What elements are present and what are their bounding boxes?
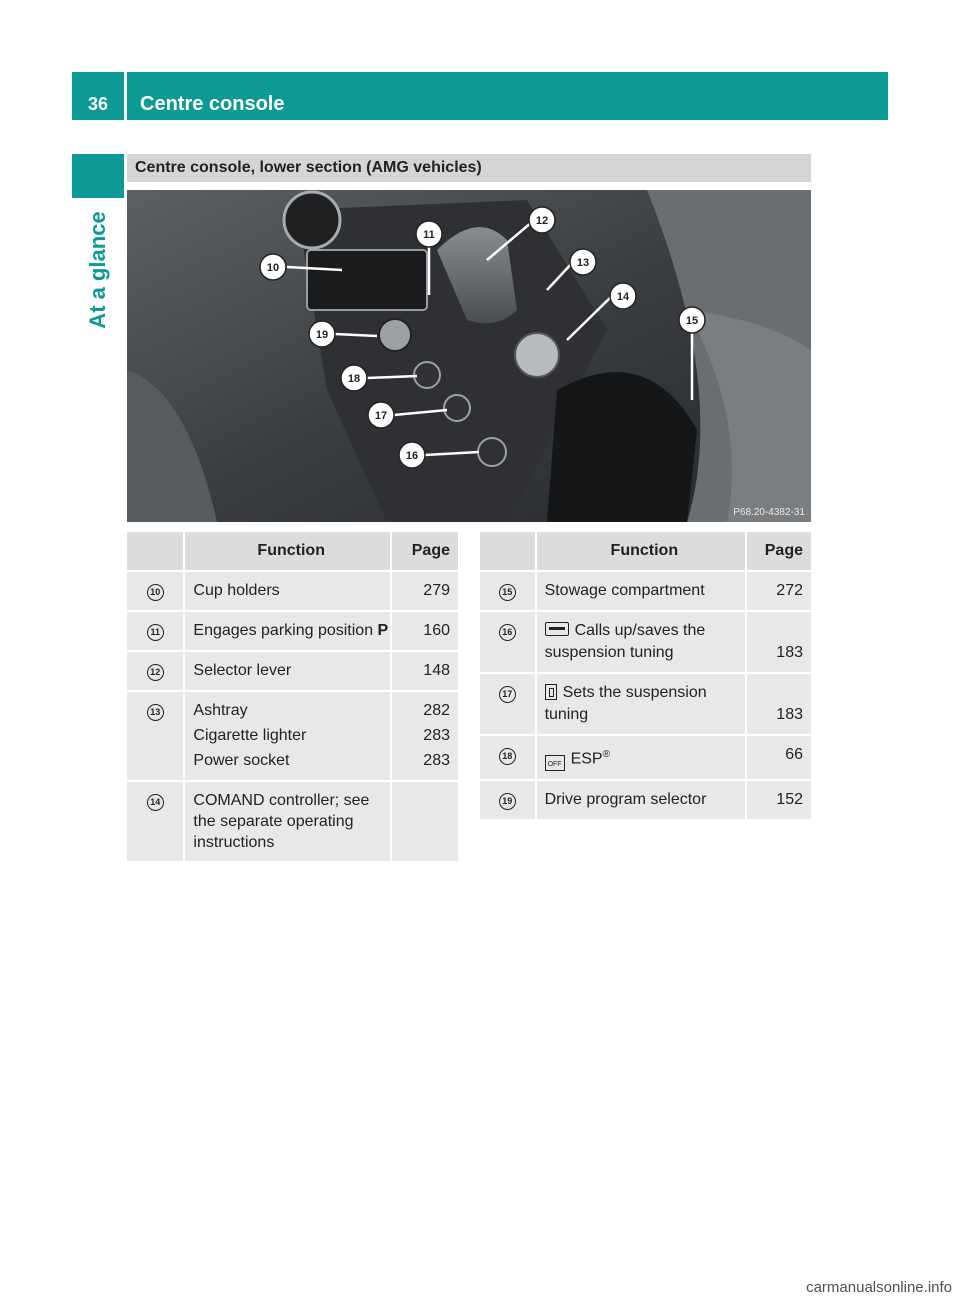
callout-12 xyxy=(529,207,555,233)
function-text: Selector lever xyxy=(185,652,392,692)
page-ref: 282 283 283 xyxy=(392,692,458,782)
callout-11 xyxy=(416,221,442,247)
function-text: Calls up/saves the suspension tuning xyxy=(537,612,748,674)
function-table-right xyxy=(480,532,811,821)
item-number: 17 xyxy=(499,686,516,703)
function-text: Ashtray Cigarette lighter Power socket xyxy=(185,692,392,782)
page-ref xyxy=(392,782,458,863)
item-number: 13 xyxy=(147,704,164,721)
parking-position-letter: P xyxy=(377,622,389,639)
function-text: Sets the suspension tuning xyxy=(537,674,748,736)
callout-19 xyxy=(309,321,335,347)
table-row xyxy=(480,612,811,674)
suspension-icon xyxy=(545,684,557,700)
table-row xyxy=(480,736,811,781)
page-ref: 272 xyxy=(747,572,811,612)
table-row xyxy=(127,572,458,612)
header-divider xyxy=(124,72,127,120)
page-ref: 183 xyxy=(747,612,811,674)
function-text: Drive program selector xyxy=(537,781,748,821)
page-ref: 183 xyxy=(747,674,811,736)
table-row xyxy=(127,652,458,692)
col-function: Function xyxy=(185,532,392,572)
item-number: 18 xyxy=(499,748,516,765)
col-number xyxy=(127,532,185,572)
col-number xyxy=(480,532,537,572)
callout-10 xyxy=(260,254,286,280)
item-number: 12 xyxy=(147,664,164,681)
photo-reference: P68.20-4382-31 xyxy=(733,507,805,518)
callout-14 xyxy=(610,283,636,309)
page-ref: 152 xyxy=(747,781,811,821)
callout-13 xyxy=(570,249,596,275)
function-text: COMAND controller; see the separate operating instructions xyxy=(185,782,392,863)
svg-text:19: 19 xyxy=(315,329,329,341)
item-number: 10 xyxy=(147,584,164,601)
table-header xyxy=(127,532,458,572)
side-section-label: At a glance xyxy=(85,211,110,329)
svg-text:17: 17 xyxy=(374,410,388,422)
table-row xyxy=(480,572,811,612)
page-ref: 279 xyxy=(392,572,458,612)
callout-16 xyxy=(399,442,425,468)
callout-18 xyxy=(341,365,367,391)
callout-15 xyxy=(679,307,705,333)
svg-text:18: 18 xyxy=(347,373,361,385)
callout-17 xyxy=(368,402,394,428)
col-function: Function xyxy=(537,532,748,572)
page-ref: 148 xyxy=(392,652,458,692)
side-tab-marker xyxy=(72,154,124,198)
item-number: 16 xyxy=(499,624,516,641)
item-number: 15 xyxy=(499,584,516,601)
col-page: Page xyxy=(392,532,458,572)
col-page: Page xyxy=(747,532,811,572)
svg-text:12: 12 xyxy=(535,215,549,227)
section-heading: Centre console, lower section (AMG vehicles) xyxy=(127,154,811,182)
table-row xyxy=(127,782,458,863)
table-header xyxy=(480,532,811,572)
svg-text:11: 11 xyxy=(423,229,435,241)
page-ref: 160 xyxy=(392,612,458,652)
item-number: 14 xyxy=(147,794,164,811)
table-row xyxy=(480,674,811,736)
function-text: OFF ESP® xyxy=(537,736,748,781)
function-table-left xyxy=(127,532,458,863)
table-row xyxy=(480,781,811,821)
amg-icon xyxy=(545,622,569,636)
function-text: Engages parking position P xyxy=(185,612,392,652)
page-title: Centre console xyxy=(140,93,285,115)
page-number: 36 xyxy=(88,94,109,114)
svg-text:15: 15 xyxy=(685,315,699,327)
watermark: carmanualsonline.info xyxy=(806,1279,952,1296)
svg-text:14: 14 xyxy=(616,291,630,303)
function-text: Stowage compartment xyxy=(537,572,748,612)
function-text: Cup holders xyxy=(185,572,392,612)
item-number: 11 xyxy=(147,624,164,641)
esp-off-icon: OFF xyxy=(545,755,565,771)
table-row xyxy=(127,692,458,782)
centre-console-photo xyxy=(127,190,811,522)
page-ref: 66 xyxy=(747,736,811,781)
svg-text:13: 13 xyxy=(576,257,590,269)
item-number: 19 xyxy=(499,793,516,810)
svg-text:16: 16 xyxy=(405,450,419,462)
console-illustration xyxy=(127,190,811,522)
table-row xyxy=(127,612,458,652)
svg-text:10: 10 xyxy=(266,262,280,274)
